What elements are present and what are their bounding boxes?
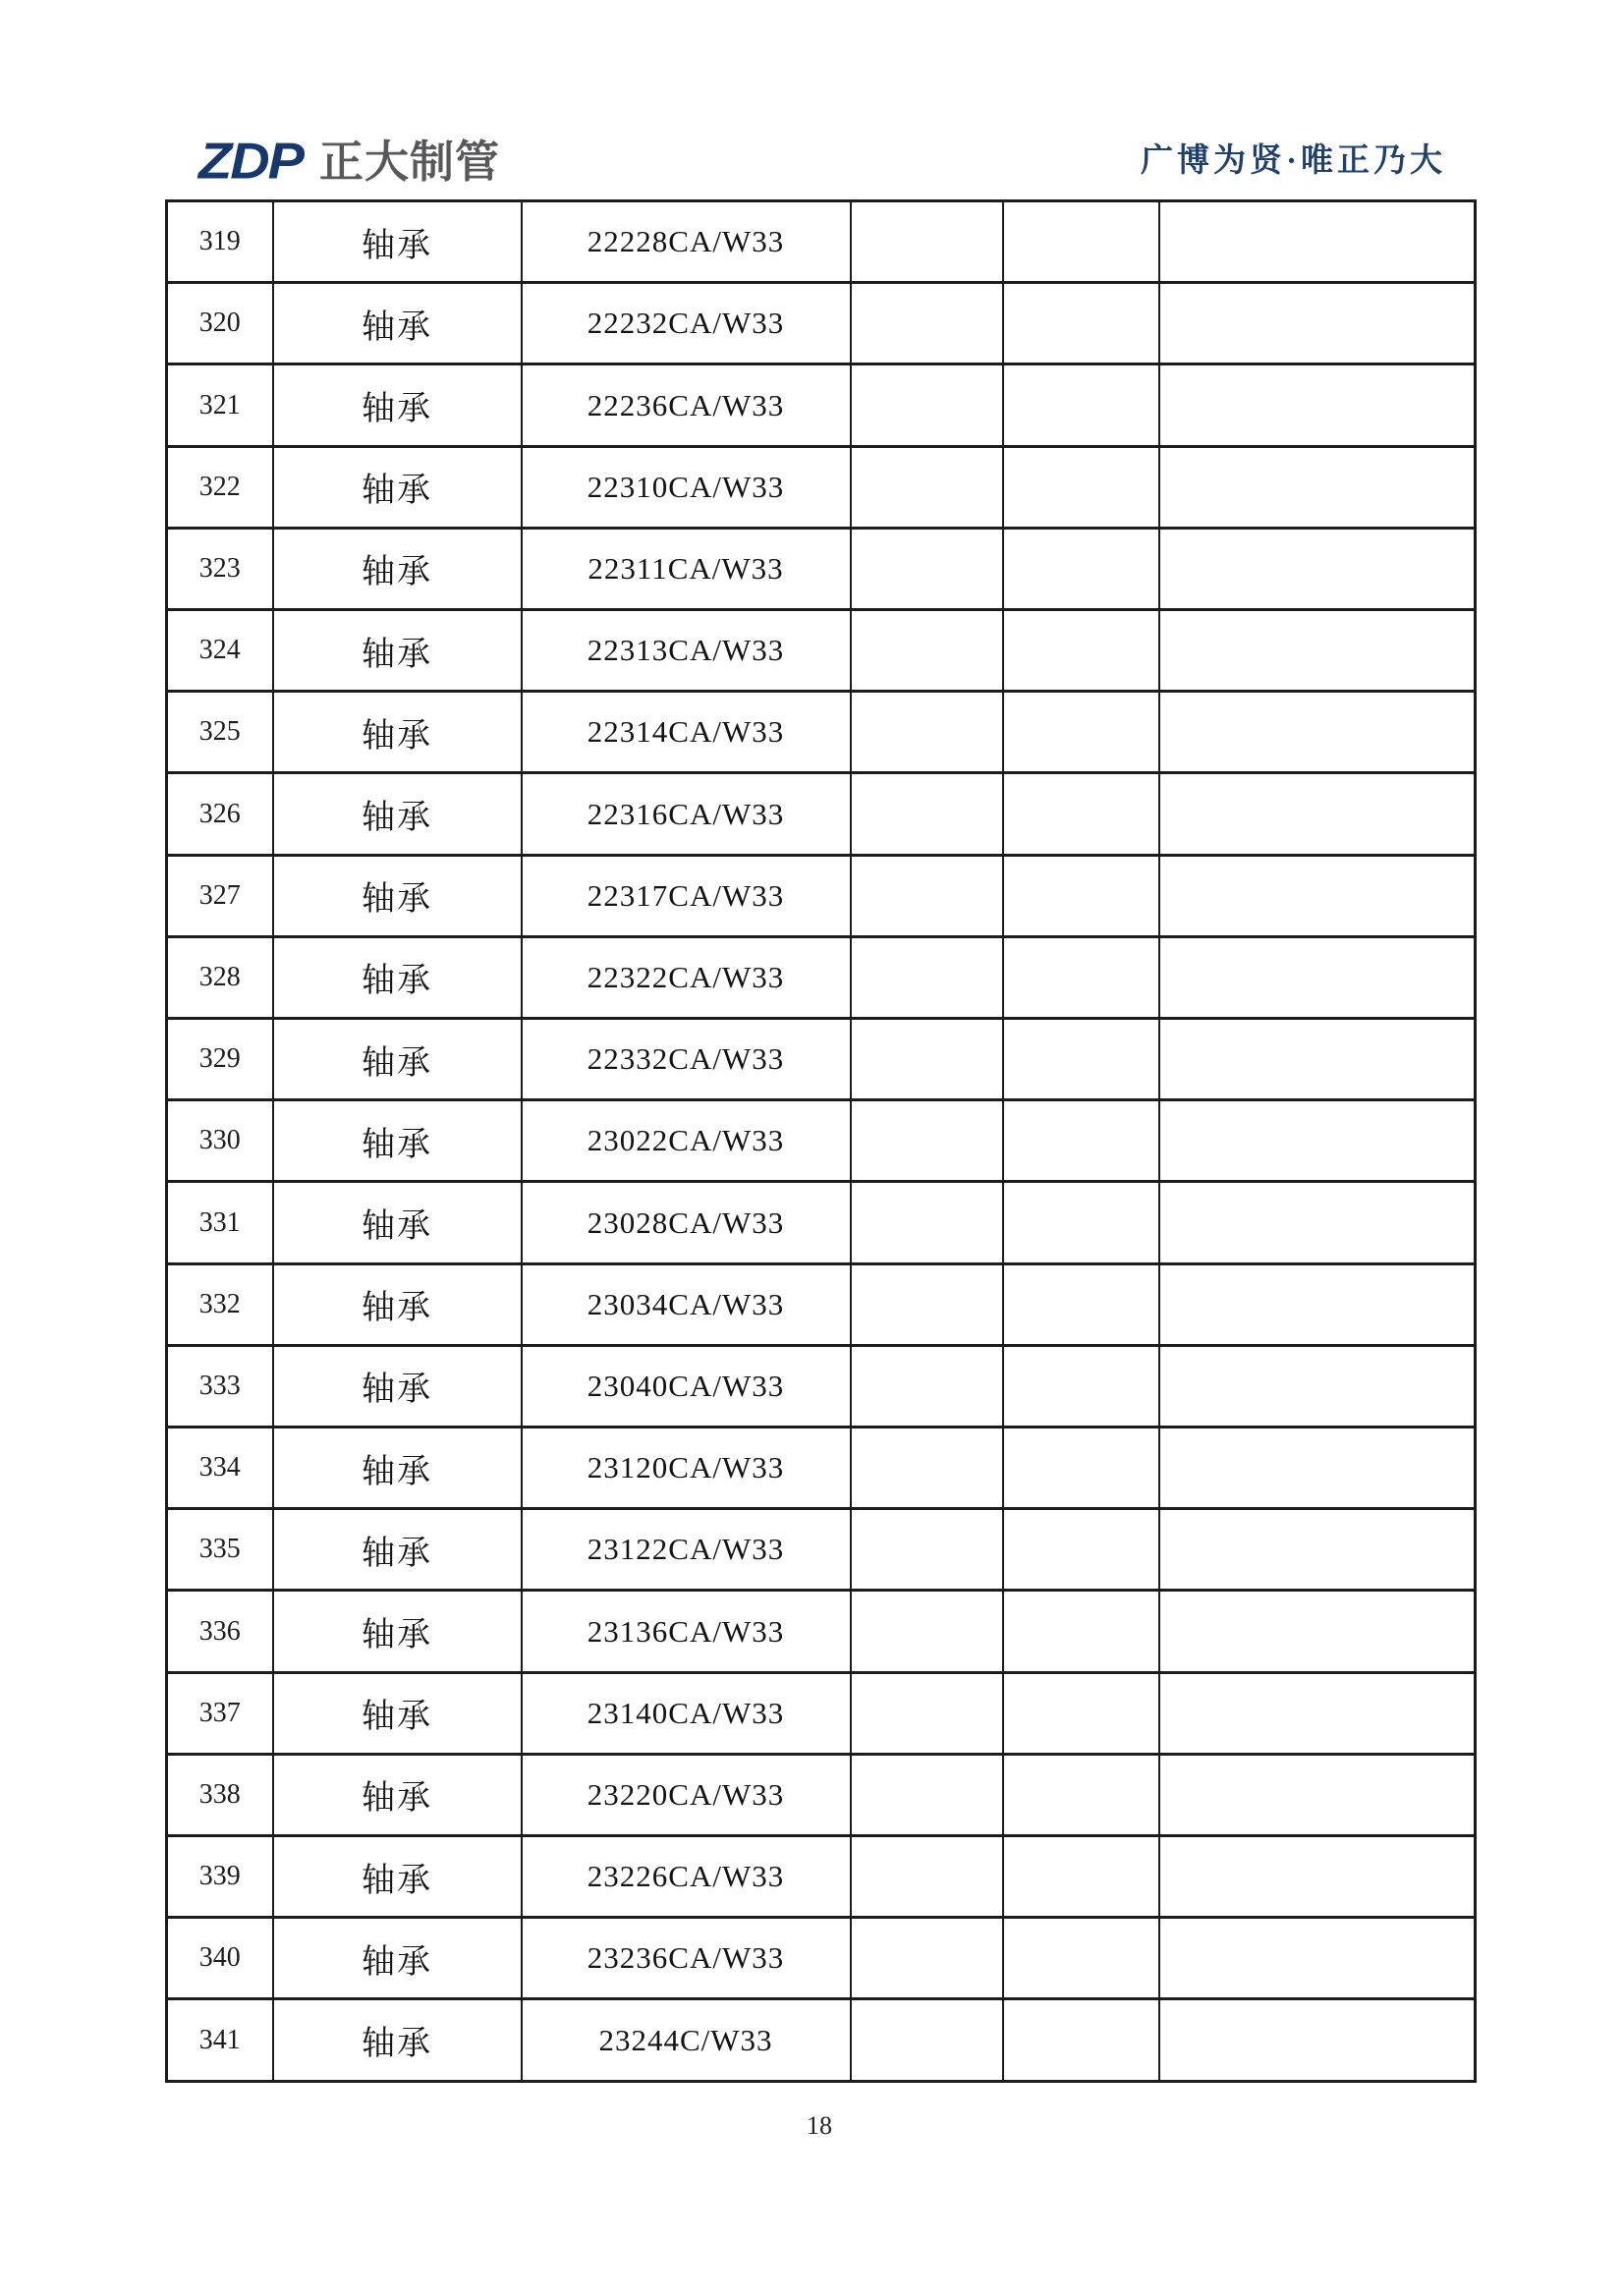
table-row: [167, 936, 1476, 1018]
table-row: [167, 610, 1476, 692]
row-number-cell: 332: [167, 1263, 273, 1345]
part-name-cell: 轴承: [273, 1836, 522, 1918]
empty-cell-2: [1003, 1672, 1159, 1754]
table-row: [167, 1019, 1476, 1100]
table-row: [167, 1918, 1476, 1999]
empty-cell-2: [1003, 692, 1159, 773]
part-name-cell: 轴承: [273, 1428, 522, 1509]
row-number-cell: 331: [167, 1182, 273, 1263]
empty-cell-1: [851, 1428, 1003, 1509]
empty-cell-2: [1003, 610, 1159, 692]
table-row: [167, 1509, 1476, 1591]
empty-cell-3: [1159, 692, 1476, 773]
model-number-cell: 23226CA/W33: [522, 1836, 851, 1918]
empty-cell-1: [851, 1509, 1003, 1591]
header-slogan: 广博为贤·唯正乃大: [1140, 143, 1446, 179]
part-name-cell: 轴承: [273, 692, 522, 773]
part-name-cell: 轴承: [273, 1263, 522, 1345]
empty-cell-3: [1159, 1263, 1476, 1345]
row-number-cell: 319: [167, 201, 273, 283]
part-name-cell: 轴承: [273, 1509, 522, 1591]
empty-cell-3: [1159, 1019, 1476, 1100]
empty-cell-3: [1159, 855, 1476, 936]
model-number-cell: 22310CA/W33: [522, 446, 851, 528]
empty-cell-1: [851, 1999, 1003, 2082]
table-row: [167, 1100, 1476, 1182]
empty-cell-3: [1159, 1918, 1476, 1999]
empty-cell-3: [1159, 936, 1476, 1018]
model-number-cell: 22332CA/W33: [522, 1019, 851, 1100]
model-number-cell: 23244C/W33: [522, 1999, 851, 2082]
empty-cell-1: [851, 1263, 1003, 1345]
row-number-cell: 339: [167, 1836, 273, 1918]
model-number-cell: 23034CA/W33: [522, 1263, 851, 1345]
row-number-cell: 333: [167, 1345, 273, 1427]
empty-cell-3: [1159, 610, 1476, 692]
logo-zdp-icon: ZDP: [198, 132, 303, 190]
part-name-cell: 轴承: [273, 201, 522, 283]
model-number-cell: 22314CA/W33: [522, 692, 851, 773]
row-number-cell: 321: [167, 364, 273, 446]
model-number-cell: 23140CA/W33: [522, 1672, 851, 1754]
empty-cell-2: [1003, 1100, 1159, 1182]
model-number-cell: 23136CA/W33: [522, 1591, 851, 1672]
model-number-cell: 23040CA/W33: [522, 1345, 851, 1427]
empty-cell-3: [1159, 1345, 1476, 1427]
row-number-cell: 337: [167, 1672, 273, 1754]
page-number: 18: [807, 2111, 832, 2140]
model-number-cell: 22232CA/W33: [522, 283, 851, 364]
empty-cell-1: [851, 1918, 1003, 1999]
empty-cell-3: [1159, 773, 1476, 855]
model-number-cell: 23122CA/W33: [522, 1509, 851, 1591]
empty-cell-1: [851, 1754, 1003, 1835]
empty-cell-1: [851, 610, 1003, 692]
empty-cell-2: [1003, 855, 1159, 936]
model-number-cell: 23120CA/W33: [522, 1428, 851, 1509]
empty-cell-2: [1003, 1428, 1159, 1509]
part-name-cell: 轴承: [273, 610, 522, 692]
part-name-cell: 轴承: [273, 1345, 522, 1427]
row-number-cell: 334: [167, 1428, 273, 1509]
table-row: [167, 1836, 1476, 1918]
empty-cell-1: [851, 528, 1003, 609]
empty-cell-2: [1003, 773, 1159, 855]
empty-cell-2: [1003, 1918, 1159, 1999]
table-row: [167, 283, 1476, 364]
empty-cell-1: [851, 1591, 1003, 1672]
empty-cell-3: [1159, 1836, 1476, 1918]
empty-cell-1: [851, 936, 1003, 1018]
model-number-cell: 23028CA/W33: [522, 1182, 851, 1263]
row-number-cell: 341: [167, 1999, 273, 2082]
row-number-cell: 326: [167, 773, 273, 855]
table-row: [167, 446, 1476, 528]
table-row: [167, 1672, 1476, 1754]
table-row: [167, 528, 1476, 609]
empty-cell-2: [1003, 1754, 1159, 1835]
part-name-cell: 轴承: [273, 936, 522, 1018]
empty-cell-3: [1159, 1999, 1476, 2082]
empty-cell-3: [1159, 283, 1476, 364]
part-name-cell: 轴承: [273, 855, 522, 936]
table-row: [167, 1428, 1476, 1509]
table-row: [167, 773, 1476, 855]
row-number-cell: 335: [167, 1509, 273, 1591]
empty-cell-1: [851, 201, 1003, 283]
empty-cell-1: [851, 283, 1003, 364]
model-number-cell: 23236CA/W33: [522, 1918, 851, 1999]
part-name-cell: 轴承: [273, 283, 522, 364]
empty-cell-2: [1003, 1182, 1159, 1263]
empty-cell-2: [1003, 1836, 1159, 1918]
part-name-cell: 轴承: [273, 773, 522, 855]
row-number-cell: 328: [167, 936, 273, 1018]
empty-cell-3: [1159, 1509, 1476, 1591]
table-row: [167, 1263, 1476, 1345]
model-number-cell: 22322CA/W33: [522, 936, 851, 1018]
empty-cell-1: [851, 1100, 1003, 1182]
part-name-cell: 轴承: [273, 1918, 522, 1999]
empty-cell-2: [1003, 364, 1159, 446]
empty-cell-1: [851, 1182, 1003, 1263]
empty-cell-1: [851, 446, 1003, 528]
row-number-cell: 327: [167, 855, 273, 936]
empty-cell-1: [851, 1345, 1003, 1427]
row-number-cell: 322: [167, 446, 273, 528]
row-number-cell: 329: [167, 1019, 273, 1100]
row-number-cell: 320: [167, 283, 273, 364]
empty-cell-2: [1003, 446, 1159, 528]
model-number-cell: 23022CA/W33: [522, 1100, 851, 1182]
table-row: [167, 1999, 1476, 2082]
part-name-cell: 轴承: [273, 1672, 522, 1754]
empty-cell-1: [851, 364, 1003, 446]
part-name-cell: 轴承: [273, 1182, 522, 1263]
part-name-cell: 轴承: [273, 1754, 522, 1835]
part-name-cell: 轴承: [273, 1100, 522, 1182]
empty-cell-3: [1159, 364, 1476, 446]
empty-cell-3: [1159, 528, 1476, 609]
empty-cell-2: [1003, 528, 1159, 609]
table-row: [167, 1345, 1476, 1427]
empty-cell-2: [1003, 283, 1159, 364]
part-name-cell: 轴承: [273, 1019, 522, 1100]
empty-cell-3: [1159, 1591, 1476, 1672]
empty-cell-2: [1003, 1591, 1159, 1672]
parts-table-body: [167, 201, 1476, 2082]
row-number-cell: 324: [167, 610, 273, 692]
part-name-cell: 轴承: [273, 1999, 522, 2082]
empty-cell-1: [851, 1672, 1003, 1754]
row-number-cell: 338: [167, 1754, 273, 1835]
table-row: [167, 201, 1476, 283]
empty-cell-3: [1159, 1672, 1476, 1754]
table-row: [167, 1754, 1476, 1835]
empty-cell-3: [1159, 1100, 1476, 1182]
model-number-cell: 22236CA/W33: [522, 364, 851, 446]
empty-cell-1: [851, 1836, 1003, 1918]
model-number-cell: 22228CA/W33: [522, 201, 851, 283]
empty-cell-2: [1003, 1345, 1159, 1427]
empty-cell-3: [1159, 446, 1476, 528]
model-number-cell: 22313CA/W33: [522, 610, 851, 692]
empty-cell-2: [1003, 1509, 1159, 1591]
row-number-cell: 323: [167, 528, 273, 609]
empty-cell-3: [1159, 1754, 1476, 1835]
part-name-cell: 轴承: [273, 1591, 522, 1672]
empty-cell-2: [1003, 1263, 1159, 1345]
table-row: [167, 855, 1476, 936]
part-name-cell: 轴承: [273, 528, 522, 609]
model-number-cell: 22316CA/W33: [522, 773, 851, 855]
model-number-cell: 22311CA/W33: [522, 528, 851, 609]
table-row: [167, 364, 1476, 446]
empty-cell-2: [1003, 201, 1159, 283]
part-name-cell: 轴承: [273, 446, 522, 528]
company-logo: [198, 134, 500, 189]
row-number-cell: 336: [167, 1591, 273, 1672]
empty-cell-3: [1159, 1182, 1476, 1263]
model-number-cell: 22317CA/W33: [522, 855, 851, 936]
table-row: [167, 1591, 1476, 1672]
empty-cell-1: [851, 692, 1003, 773]
empty-cell-3: [1159, 1428, 1476, 1509]
empty-cell-2: [1003, 1019, 1159, 1100]
empty-cell-1: [851, 855, 1003, 936]
part-name-cell: 轴承: [273, 364, 522, 446]
row-number-cell: 340: [167, 1918, 273, 1999]
empty-cell-2: [1003, 1999, 1159, 2082]
model-number-cell: 23220CA/W33: [522, 1754, 851, 1835]
empty-cell-2: [1003, 936, 1159, 1018]
empty-cell-1: [851, 1019, 1003, 1100]
table-row: [167, 1182, 1476, 1263]
row-number-cell: 325: [167, 692, 273, 773]
empty-cell-1: [851, 773, 1003, 855]
table-row: [167, 692, 1476, 773]
empty-cell-3: [1159, 201, 1476, 283]
parts-table: [165, 199, 1477, 2083]
logo-company-name: 正大制管: [319, 136, 501, 187]
row-number-cell: 330: [167, 1100, 273, 1182]
